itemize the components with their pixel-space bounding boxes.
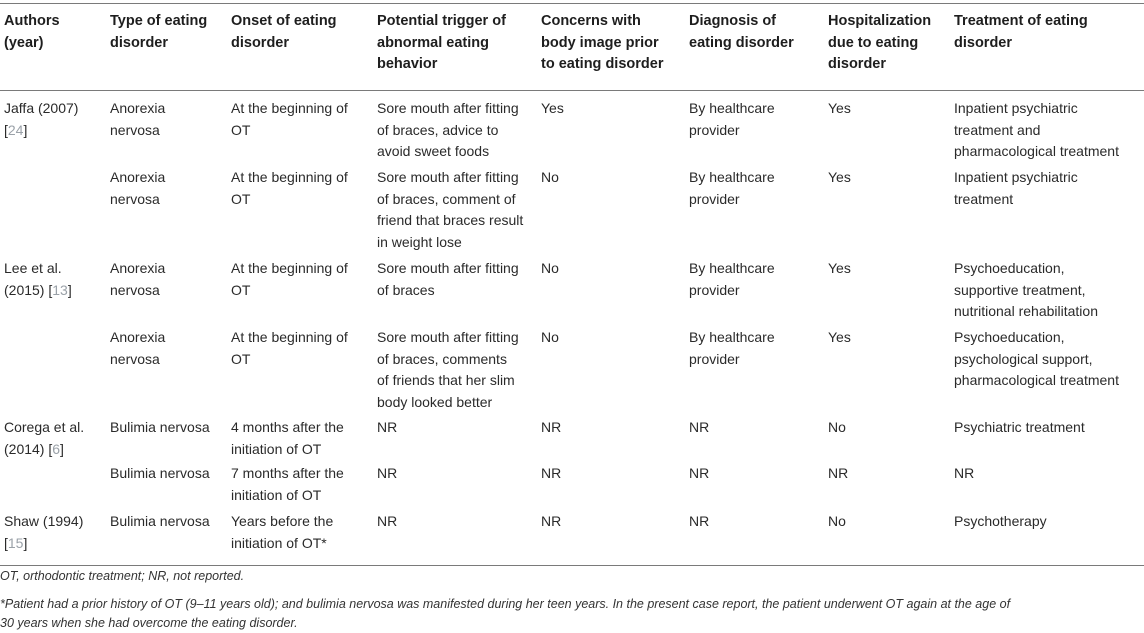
- cell-treatment: psychological support,: [954, 350, 1093, 367]
- header-treatment: disorder: [954, 34, 1013, 51]
- header-type: disorder: [110, 34, 169, 51]
- cell-hospitalization: No: [828, 419, 846, 435]
- cell-treatment: supportive treatment,: [954, 281, 1086, 298]
- cell-type: Bulimia nervosa: [110, 419, 210, 435]
- cell-trigger: NR: [377, 419, 398, 435]
- cell-hospitalization: NR: [828, 465, 849, 481]
- cell-onset: 7 months after the: [231, 465, 344, 481]
- header-concerns: Concerns with: [541, 13, 641, 29]
- cell-trigger: friend that braces result: [377, 212, 524, 228]
- header-hospitalization: due to eating: [828, 34, 919, 51]
- bottom-rule: [0, 565, 1144, 566]
- cell-onset: OT: [231, 190, 251, 207]
- cell-trigger: NR: [377, 465, 398, 481]
- cell-concerns: No: [541, 260, 559, 276]
- cell-onset: initiation of OT*: [231, 534, 327, 551]
- citation-ref[interactable]: [24]: [4, 121, 28, 138]
- header-onset: disorder: [231, 34, 290, 51]
- cell-onset: 4 months after the: [231, 419, 344, 435]
- cell-trigger: Sore mouth after fitting: [377, 169, 519, 185]
- cell-trigger: of braces, comments: [377, 350, 507, 367]
- cell-concerns: NR: [541, 513, 562, 529]
- cell-diagnosis: NR: [689, 513, 710, 529]
- cell-treatment: Psychiatric treatment: [954, 419, 1085, 435]
- header-hospitalization: Hospitalization: [828, 13, 932, 29]
- citation-ref[interactable]: [6]: [48, 440, 64, 457]
- cell-treatment: pharmacological treatment: [954, 372, 1119, 388]
- citation-ref[interactable]: [13]: [48, 281, 72, 298]
- header-rule: [0, 90, 1144, 91]
- footnote: *Patient had a prior history of OT (9–11 years old); and bulimia nervosa was manifested during her teen years. In the present case report, the patient underwent OT again at the age of: [0, 597, 1011, 611]
- header-diagnosis: eating disorder: [689, 34, 794, 51]
- citation-number[interactable]: 6: [52, 440, 61, 457]
- cell-trigger: body looked better: [377, 393, 493, 410]
- cell-authors: [4, 120, 27, 142]
- cell-onset: initiation of OT: [231, 486, 322, 503]
- author-text: (2014): [4, 440, 49, 457]
- header-onset: Onset of eating: [231, 13, 337, 29]
- cell-authors: [4, 533, 27, 555]
- cell-type: Bulimia nervosa: [110, 513, 210, 529]
- header-concerns: body image prior: [541, 34, 659, 51]
- cell-hospitalization: Yes: [828, 100, 851, 116]
- cell-type: Anorexia: [110, 329, 166, 345]
- header-diagnosis: Diagnosis of: [689, 13, 777, 29]
- cell-treatment: nutritional rehabilitation: [954, 303, 1098, 319]
- footnote: 30 years when she had overcome the eating disorder.: [0, 616, 298, 630]
- cell-type: Anorexia: [110, 169, 166, 185]
- cell-onset: OT: [231, 350, 251, 367]
- cell-hospitalization: Yes: [828, 329, 851, 345]
- cell-diagnosis: provider: [689, 281, 740, 298]
- cell-authors: [4, 439, 64, 461]
- cell-diagnosis: By healthcare: [689, 169, 775, 185]
- cell-trigger: Sore mouth after fitting: [377, 100, 519, 116]
- header-treatment: Treatment of eating: [954, 13, 1088, 29]
- cell-type: nervosa: [110, 350, 160, 367]
- header-concerns: to eating disorder: [541, 56, 664, 72]
- citation-number[interactable]: 13: [52, 281, 68, 298]
- cell-concerns: Yes: [541, 100, 564, 116]
- cell-treatment: treatment and: [954, 121, 1041, 138]
- cell-onset: At the beginning of: [231, 100, 348, 116]
- cell-type: Bulimia nervosa: [110, 465, 210, 481]
- cell-onset: At the beginning of: [231, 169, 348, 185]
- header-trigger: behavior: [377, 56, 438, 72]
- cell-type: nervosa: [110, 281, 160, 298]
- cell-trigger: avoid sweet foods: [377, 143, 490, 159]
- header-trigger: Potential trigger of: [377, 13, 506, 29]
- cell-trigger: of braces: [377, 281, 435, 298]
- cell-trigger: of braces, comment of: [377, 190, 516, 207]
- cell-authors: Lee et al.: [4, 260, 62, 276]
- cell-treatment: NR: [954, 465, 975, 481]
- footnote: OT, orthodontic treatment; NR, not reported.: [0, 569, 245, 583]
- cell-diagnosis: By healthcare: [689, 329, 775, 345]
- cell-trigger: of braces, advice to: [377, 121, 499, 138]
- cell-diagnosis: NR: [689, 419, 710, 435]
- cell-treatment: Inpatient psychiatric: [954, 100, 1078, 116]
- citation-number[interactable]: 24: [7, 121, 24, 138]
- header-type: Type of eating: [110, 13, 208, 29]
- cell-treatment: treatment: [954, 190, 1014, 207]
- cell-onset: initiation of OT: [231, 440, 322, 457]
- cell-authors: [4, 280, 72, 302]
- cell-diagnosis: NR: [689, 465, 710, 481]
- cell-hospitalization: Yes: [828, 260, 851, 276]
- cell-concerns: NR: [541, 419, 562, 435]
- cell-authors: Shaw (1994): [4, 513, 84, 529]
- cell-authors: Corega et al.: [4, 419, 85, 435]
- cell-onset: OT: [231, 281, 251, 298]
- citation-number[interactable]: 15: [7, 534, 24, 551]
- cell-treatment: pharmacological treatment: [954, 143, 1119, 159]
- cell-hospitalization: Yes: [828, 169, 851, 185]
- cell-trigger: Sore mouth after fitting: [377, 260, 519, 276]
- cell-treatment: Psychoeducation,: [954, 329, 1065, 345]
- header-trigger: abnormal eating: [377, 34, 489, 51]
- cell-diagnosis: By healthcare: [689, 100, 775, 116]
- cell-treatment: Psychotherapy: [954, 513, 1047, 529]
- cell-diagnosis: provider: [689, 190, 740, 207]
- cell-trigger: NR: [377, 513, 398, 529]
- top-rule: [0, 3, 1144, 4]
- cell-trigger: of friends that her slim: [377, 372, 515, 388]
- cell-type: nervosa: [110, 190, 160, 207]
- cell-diagnosis: provider: [689, 350, 740, 367]
- cell-onset: At the beginning of: [231, 260, 348, 276]
- cell-onset: At the beginning of: [231, 329, 348, 345]
- header-authors: Authors: [4, 13, 60, 29]
- cell-type: Anorexia: [110, 100, 166, 116]
- cell-type: Anorexia: [110, 260, 166, 276]
- cell-treatment: Psychoeducation,: [954, 260, 1065, 276]
- cell-hospitalization: No: [828, 513, 846, 529]
- cell-trigger: Sore mouth after fitting: [377, 329, 519, 345]
- cell-type: nervosa: [110, 121, 160, 138]
- cell-onset: Years before the: [231, 513, 334, 529]
- header-hospitalization: disorder: [828, 56, 887, 72]
- cell-diagnosis: By healthcare: [689, 260, 775, 276]
- cell-authors: Jaffa (2007): [4, 100, 79, 116]
- cell-concerns: NR: [541, 465, 562, 481]
- cell-onset: OT: [231, 121, 251, 138]
- cell-concerns: No: [541, 169, 559, 185]
- cell-treatment: Inpatient psychiatric: [954, 169, 1078, 185]
- author-text: (2015): [4, 281, 49, 298]
- cell-diagnosis: provider: [689, 121, 740, 138]
- cell-trigger: in weight lose: [377, 233, 462, 250]
- header-authors: (year): [4, 34, 44, 51]
- citation-ref[interactable]: [15]: [4, 534, 28, 551]
- cell-concerns: No: [541, 329, 559, 345]
